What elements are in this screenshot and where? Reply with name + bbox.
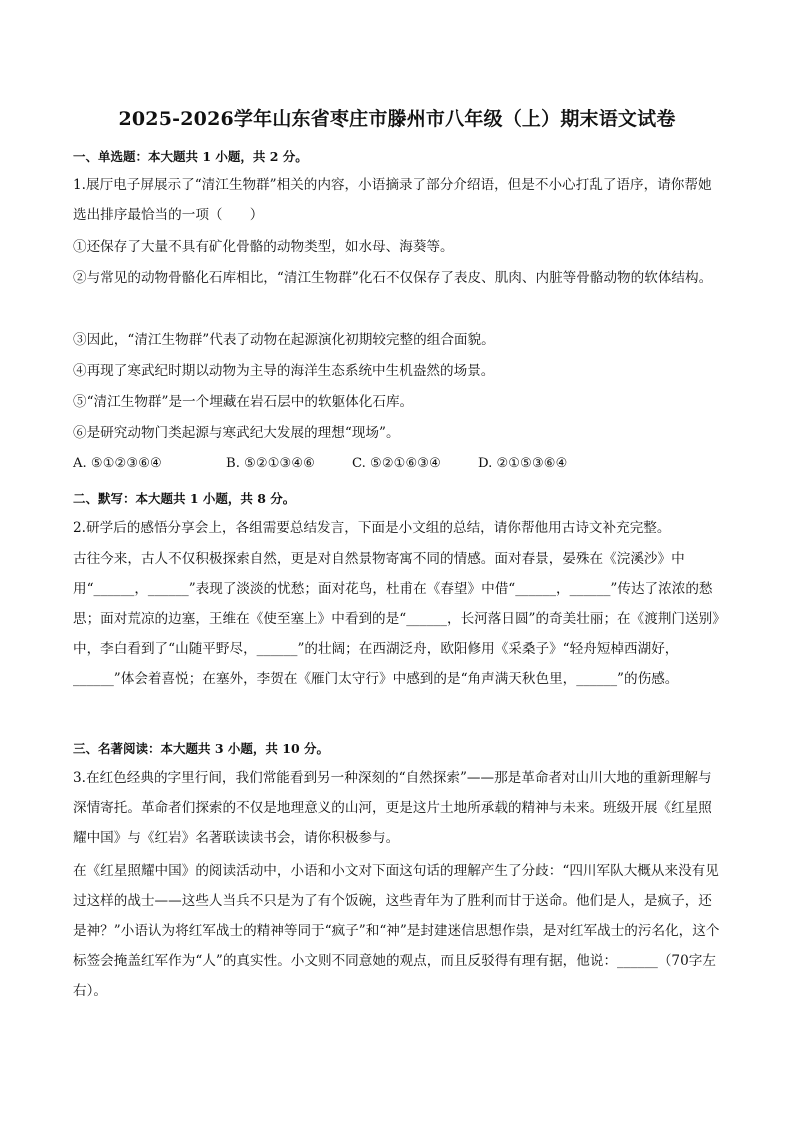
section-header-dictation: 二、默写：本大题共 1 小题，共 8 分。 <box>73 491 296 506</box>
page-title: 2025-2026学年山东省枣庄市滕州市八年级（上）期末语文试卷 <box>118 108 676 130</box>
section-header-single-choice: 一、单选题：本大题共 1 小题，共 2 分。 <box>73 149 308 164</box>
section-header-classic-reading: 三、名著阅读：本大题共 3 小题，共 10 分。 <box>73 741 330 756</box>
option-c[interactable]: C. ⑤②①⑥③④ <box>352 456 441 471</box>
question-2-body: 古往今来，古人不仅积极探索自然，更是对自然景物寄寓不同的情感。面对春景，晏殊在《浣溪沙》中用“______，______”表现了淡淡的忧愁；面对花鸟，杜甫在《春望》中借“______，______”传达了浓浓的愁思；面对荒凉的边塞，王维在《使至塞上》中看到的是“______，长河落日圆”的奇美壮丽；在《渡荆门送别》中，李白看到了“山随平野尽，______”的壮阔；在西湖泛舟，欧阳修用《采桑子》“轻舟短棹西湖好，______”体会着喜悦；在塞外，李贺在《雁门太守行》中感到的是“角声满天秋色里，______”的伤感。 <box>73 551 720 687</box>
sentence-6: ⑥是研究动物门类起源与寒武纪大发展的理想“现场”。 <box>73 425 400 441</box>
question-3-stem: 3.在红色经典的字里行间，我们常能看到另一种深刻的“自然探索”——那是革命者对山川大地的重新理解与深情寄托。革命者们探索的不仅是地理意义的山河，更是这片土地所承载的精神与未来。班级开展《红星照耀中国》与《红岩》名著联读读书会，请你积极参与。 <box>73 770 712 846</box>
option-b[interactable]: B. ⑤②①③④⑥ <box>226 456 316 471</box>
question-1-stem: 1.展厅电子屏展示了“清江生物群”相关的内容，小语摘录了部分介绍语，但是不小心打乱了语序，请你帮她选出排序最恰当的一项（ ） <box>73 177 712 223</box>
sentence-1: ①还保存了大量不具有矿化骨骼的动物类型，如水母、海葵等。 <box>73 239 454 255</box>
sentence-3: ③因此，“清江生物群”代表了动物在起源演化初期较完整的组合面貌。 <box>73 332 495 348</box>
question-3-body: 在《红星照耀中国》的阅读活动中，小语和小文对下面这句话的理解产生了分歧：“四川军队大概从来没有见过这样的战士——这些人当兵不只是为了有个饭碗，这些青年为了胜利而甘于送命。他们是人，是疯子，还是神？”小语认为将红军战士的精神等同于“疯子”和“神”是封建迷信思想作祟，是对红军战士的污名化，这个标签会掩盖红军作为“人”的真实性。小文则不同意她的观点，而且反驳得有理有据，他说：______（70字左右）。 <box>73 863 720 999</box>
sentence-5: ⑤“清江生物群”是一个埋藏在岩石层中的软躯体化石库。 <box>73 394 414 410</box>
option-d[interactable]: D. ②①⑤③⑥④ <box>478 456 568 471</box>
sentence-4: ④再现了寒武纪时期以动物为主导的海洋生态系统中生机盎然的场景。 <box>73 363 495 379</box>
option-a[interactable]: A. ⑤①②③⑥④ <box>73 456 162 471</box>
question-2-stem: 2.研学后的感悟分享会上，各组需要总结发言，下面是小文组的总结，请你帮他用古诗文补充完整。 <box>73 520 671 536</box>
sentence-2: ②与常见的动物骨骼化石库相比，“清江生物群”化石不仅保存了表皮、肌肉、内脏等骨骼动物的软体结构。 <box>73 270 713 286</box>
